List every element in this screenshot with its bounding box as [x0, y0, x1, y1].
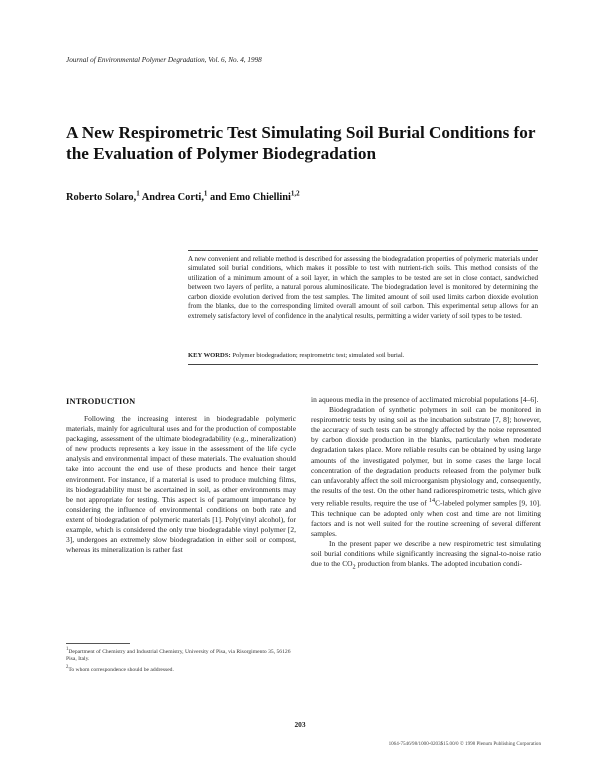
- paragraph-text: C-labeled polymer samples [9, 10]. This technique can be adopted only when cost and time are not limiting factors and is not well suited for the routine screening of several different samples.: [311, 498, 542, 538]
- affiliation-marker: 1: [203, 189, 208, 198]
- footnote: [66, 664, 296, 674]
- body-paragraph: [311, 405, 541, 539]
- author-list: [66, 189, 300, 203]
- paragraph-text: In the present paper we describe a new respirometric test simulating soil burial conditions while significantly increasing the signal-to-noise ratio due to the CO: [311, 538, 541, 568]
- abstract: A new convenient and reliable method is described for assessing the biodegradation properties of polymeric materials under simulated soil burial conditions, which makes it possible to test with nutrient-rich soils. This method consists of the utilization of a minimum amount of a soil layer, in which the samples to be tested are set in close contact, sandwiched between two layers of perlite, a natural porous aluminosilicate. The biodegradation level is monitored by determining the carbon dioxide evolution derived from the test samples. The limited amount of soil used limits carbon dioxide evolution from the blanks, due to the corresponding limited overall amount of soil carbon. This experimental setup allows for an extremely satisfactory level of confidence in the analytical results, permitting a wider variety of soil types to be tested.: [188, 255, 538, 320]
- footnote-marker: 1: [66, 647, 69, 652]
- footnote-rule: [66, 643, 130, 644]
- abstract-top-rule: [188, 250, 538, 251]
- keywords-text: Polymer biodegradation; respirometric test; simulated soil burial.: [232, 352, 405, 359]
- body-paragraph: [311, 539, 541, 573]
- author-name: Andrea Corti,: [141, 192, 204, 203]
- copyright-line: 1064-7546/98/1000-0203$15.00/0 © 1998 Plenum Publishing Corporation: [388, 741, 541, 747]
- co2-subscript: 2: [352, 563, 356, 571]
- footnotes: [66, 646, 296, 675]
- author-conjunction: and: [210, 192, 227, 203]
- body-paragraph: Following the increasing interest in biodegradable polymeric materials, mainly for agricultural uses and for the production of compostable packaging, assessment of the ultimate biodegradability (e.g., mineralization) of new products represents a key issue in the assessment of the life cycle analysis and environmental impact of these materials. The evaluation should take into account the end use of these products and hence their target environment. For instance, if a material is used to produce mulching films, its biodegradability must be ascertained in soil, as other environments may be not appropriate for testing. This aspect is of paramount importance by considering the influence of environmental conditions on both rate and extent of biodegradation of polymeric materials [1]. Poly(vinyl alcohol), for example, which is considered the only true biodegradable vinyl polymer [2, 3], undergoes an extremely slow biodegradation in either soil or compost, whereas its mineralization is rather fast: [66, 414, 296, 555]
- footnote-text: Department of Chemistry and Industrial Chemistry, University of Pisa, via Risorgimento 35, 56126 Pisa, Italy.: [66, 648, 291, 663]
- keywords: [188, 352, 538, 359]
- keywords-label: KEY WORDS:: [188, 352, 231, 359]
- left-column: [66, 397, 296, 555]
- abstract-bottom-rule: [188, 364, 538, 365]
- isotope-superscript: 14: [428, 496, 436, 504]
- paragraph-text: production from blanks. The adopted incubation condi-: [357, 558, 522, 568]
- footnote-text: To whom correspondence should be addressed.: [68, 666, 174, 673]
- page-number: 203: [294, 720, 306, 729]
- journal-header: Journal of Environmental Polymer Degradation, Vol. 6, No. 4, 1998: [66, 56, 262, 64]
- footnote-marker: 2: [66, 665, 69, 671]
- paragraph-text: Biodegradation of synthetic polymers in soil can be monitored in respirometric tests by using soil as the incubation substrate [7, 8]; however, the accuracy of such tests can be strongly affected by the noise represented by carbon dioxide production in the blanks, particularly when moderate degradation takes place. More reliable results can be obtained by using large amounts of the investigated polymer, but in some cases the large local concentration of the degradation products released from the polymer bulk can unfavorably affect the soil microorganism physiology and, consequently, the results of the test. On the other hand radiorespirometric tests, which give very reliable results, require the use of: [311, 405, 541, 508]
- article-title: A New Respirometric Test Simulating Soil Burial Conditions for the Evaluation of Polymer Biodegradation: [66, 123, 536, 163]
- section-heading: INTRODUCTION: [66, 397, 136, 406]
- affiliation-marker: 1: [136, 189, 140, 198]
- body-paragraph: in aqueous media in the presence of acclimated microbial populations [4–6].: [311, 395, 539, 404]
- footnote: [66, 646, 296, 664]
- affiliation-marker: 1,2: [290, 189, 300, 198]
- author-name: Roberto Solaro,: [66, 192, 137, 203]
- right-column: [311, 395, 541, 573]
- author-name: Emo Chiellini: [229, 192, 291, 203]
